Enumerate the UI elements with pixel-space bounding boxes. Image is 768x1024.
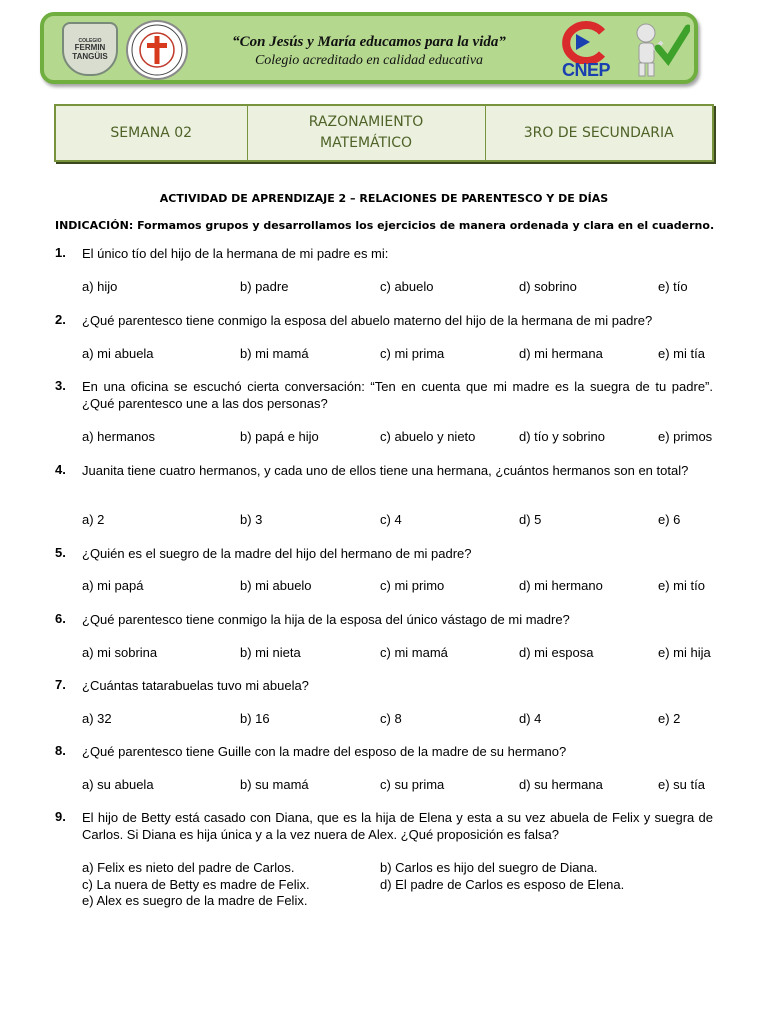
option-a: a) 32 xyxy=(82,711,112,726)
option-e: e) tío xyxy=(658,279,688,294)
option-d: d) su hermana xyxy=(519,777,603,792)
question-number: 3. xyxy=(55,378,66,393)
logo-left-line1: COLEGIO xyxy=(78,37,102,44)
option-a: a) mi papá xyxy=(82,578,144,593)
motto-line-2: Colegio acreditado en calidad educativa xyxy=(254,53,484,68)
logo-left-line2: FERMIN xyxy=(74,42,106,52)
option-b: b) 16 xyxy=(240,711,270,726)
cnep-logo xyxy=(550,20,620,78)
question-number: 7. xyxy=(55,677,66,692)
week-cell: SEMANA 02 xyxy=(55,105,247,161)
option-e: e) mi hija xyxy=(658,645,711,660)
option-b: b) papá e hijo xyxy=(240,429,319,444)
grade-cell: 3RO DE SECUNDARIA xyxy=(485,105,713,161)
option-a: a) mi abuela xyxy=(82,346,154,361)
header-banner xyxy=(40,12,698,84)
question-text: ¿Cuántas tatarabuelas tuvo mi abuela? xyxy=(82,678,309,693)
checkmark-mascot-icon xyxy=(624,20,690,80)
option-b: b) mi nieta xyxy=(240,645,301,660)
instruction-text: Formamos grupos y desarrollamos los ejercicios de manera ordenada y clara en el cuaderno. xyxy=(133,219,715,232)
option-d: d) mi hermana xyxy=(519,346,603,361)
option-c: c) abuelo xyxy=(380,279,434,294)
option-a: a) 2 xyxy=(82,512,105,527)
option-e: e) 6 xyxy=(658,512,681,527)
question-text: El único tío del hijo de la hermana de mi padre es mi: xyxy=(82,246,389,261)
option-e: e) mi tío xyxy=(658,578,705,593)
option-c: c) mi mamá xyxy=(380,645,448,660)
option-e: e) 2 xyxy=(658,711,681,726)
option-a: a) hijo xyxy=(82,279,118,294)
option-c: c) 8 xyxy=(380,711,402,726)
option-a: a) hermanos xyxy=(82,429,155,444)
subject-cell xyxy=(247,105,485,161)
question-text: ¿Qué parentesco tiene conmigo la hija de la esposa del único vástago de mi madre? xyxy=(82,612,570,627)
subject-line-2: MATEMÁTICO xyxy=(319,135,412,151)
option-e: e) su tía xyxy=(658,777,705,792)
option-b: b) Carlos es hijo del suegro de Diana. xyxy=(380,860,598,875)
option-c: c) 4 xyxy=(380,512,402,527)
option-d: d) 4 xyxy=(519,711,542,726)
option-d: d) sobrino xyxy=(519,279,577,294)
motto-line-1: “Con Jesús y María educamos para la vida” xyxy=(232,34,506,50)
question-text: El hijo de Betty está casado con Diana, que es la hija de Elena y esta a su vez abuela de Felix y suegra de Carlos. Si Diana es hija única y a la vez nuera de Alex. ¿Qué proposición es falsa? xyxy=(82,810,713,842)
option-e: e) Alex es suegro de la madre de Felix. xyxy=(82,893,308,908)
question-text: En una oficina se escuchó cierta conversación: “Ten en cuenta que mi madre es la suegra de tu padre”. ¿Qué parentesco une a las dos personas? xyxy=(82,379,713,411)
question-number: 1. xyxy=(55,245,66,260)
option-b: b) mi abuelo xyxy=(240,578,312,593)
option-c: c) La nuera de Betty es madre de Felix. xyxy=(82,877,310,892)
question-number: 6. xyxy=(55,611,66,626)
question-text: ¿Qué parentesco tiene conmigo la esposa del abuelo materno del hijo de la hermana de mi padre? xyxy=(82,313,653,328)
question-number: 4. xyxy=(55,462,66,477)
option-a: a) mi sobrina xyxy=(82,645,158,660)
course-info-table xyxy=(54,104,714,162)
instruction-label: INDICACIÓN: xyxy=(55,219,134,232)
option-a: a) Felix es nieto del padre de Carlos. xyxy=(82,860,295,875)
option-e: e) mi tía xyxy=(658,346,705,361)
question-text: Juanita tiene cuatro hermanos, y cada uno de ellos tiene una hermana, ¿cuántos hermanos son en total? xyxy=(82,463,689,478)
option-d: d) 5 xyxy=(519,512,542,527)
activity-title: ACTIVIDAD DE APRENDIZAJE 2 – RELACIONES DE PARENTESCO Y DE DÍAS xyxy=(159,192,609,205)
cross-seal-logo xyxy=(126,20,188,80)
option-b: b) 3 xyxy=(240,512,263,527)
option-d: d) El padre de Carlos es esposo de Elena. xyxy=(380,877,625,892)
option-b: b) su mamá xyxy=(240,777,309,792)
question-text: ¿Quién es el suegro de la madre del hijo del hermano de mi padre? xyxy=(82,546,472,561)
question-text: ¿Qué parentesco tiene Guille con la madre del esposo de la madre de su hermano? xyxy=(82,744,567,759)
logo-left-line3: TANGÜIS xyxy=(72,51,108,61)
fermin-tanguis-logo xyxy=(62,22,118,76)
option-e: e) primos xyxy=(658,429,713,444)
option-c: c) abuelo y nieto xyxy=(380,429,476,444)
cnep-label: CNEP xyxy=(561,60,610,80)
option-c: c) su prima xyxy=(380,777,445,792)
question-number: 5. xyxy=(55,545,66,560)
question-number: 8. xyxy=(55,743,66,758)
option-d: d) mi hermano xyxy=(519,578,603,593)
option-b: b) mi mamá xyxy=(240,346,309,361)
option-c: c) mi primo xyxy=(380,578,445,593)
option-d: d) mi esposa xyxy=(519,645,594,660)
option-c: c) mi prima xyxy=(380,346,445,361)
subject-line-1: RAZONAMIENTO xyxy=(308,114,424,130)
school-motto xyxy=(194,32,544,70)
option-d: d) tío y sobrino xyxy=(519,429,605,444)
question-number: 9. xyxy=(55,809,66,824)
question-number: 2. xyxy=(55,312,66,327)
instruction xyxy=(55,219,725,232)
option-b: b) padre xyxy=(240,279,289,294)
option-a: a) su abuela xyxy=(82,777,154,792)
